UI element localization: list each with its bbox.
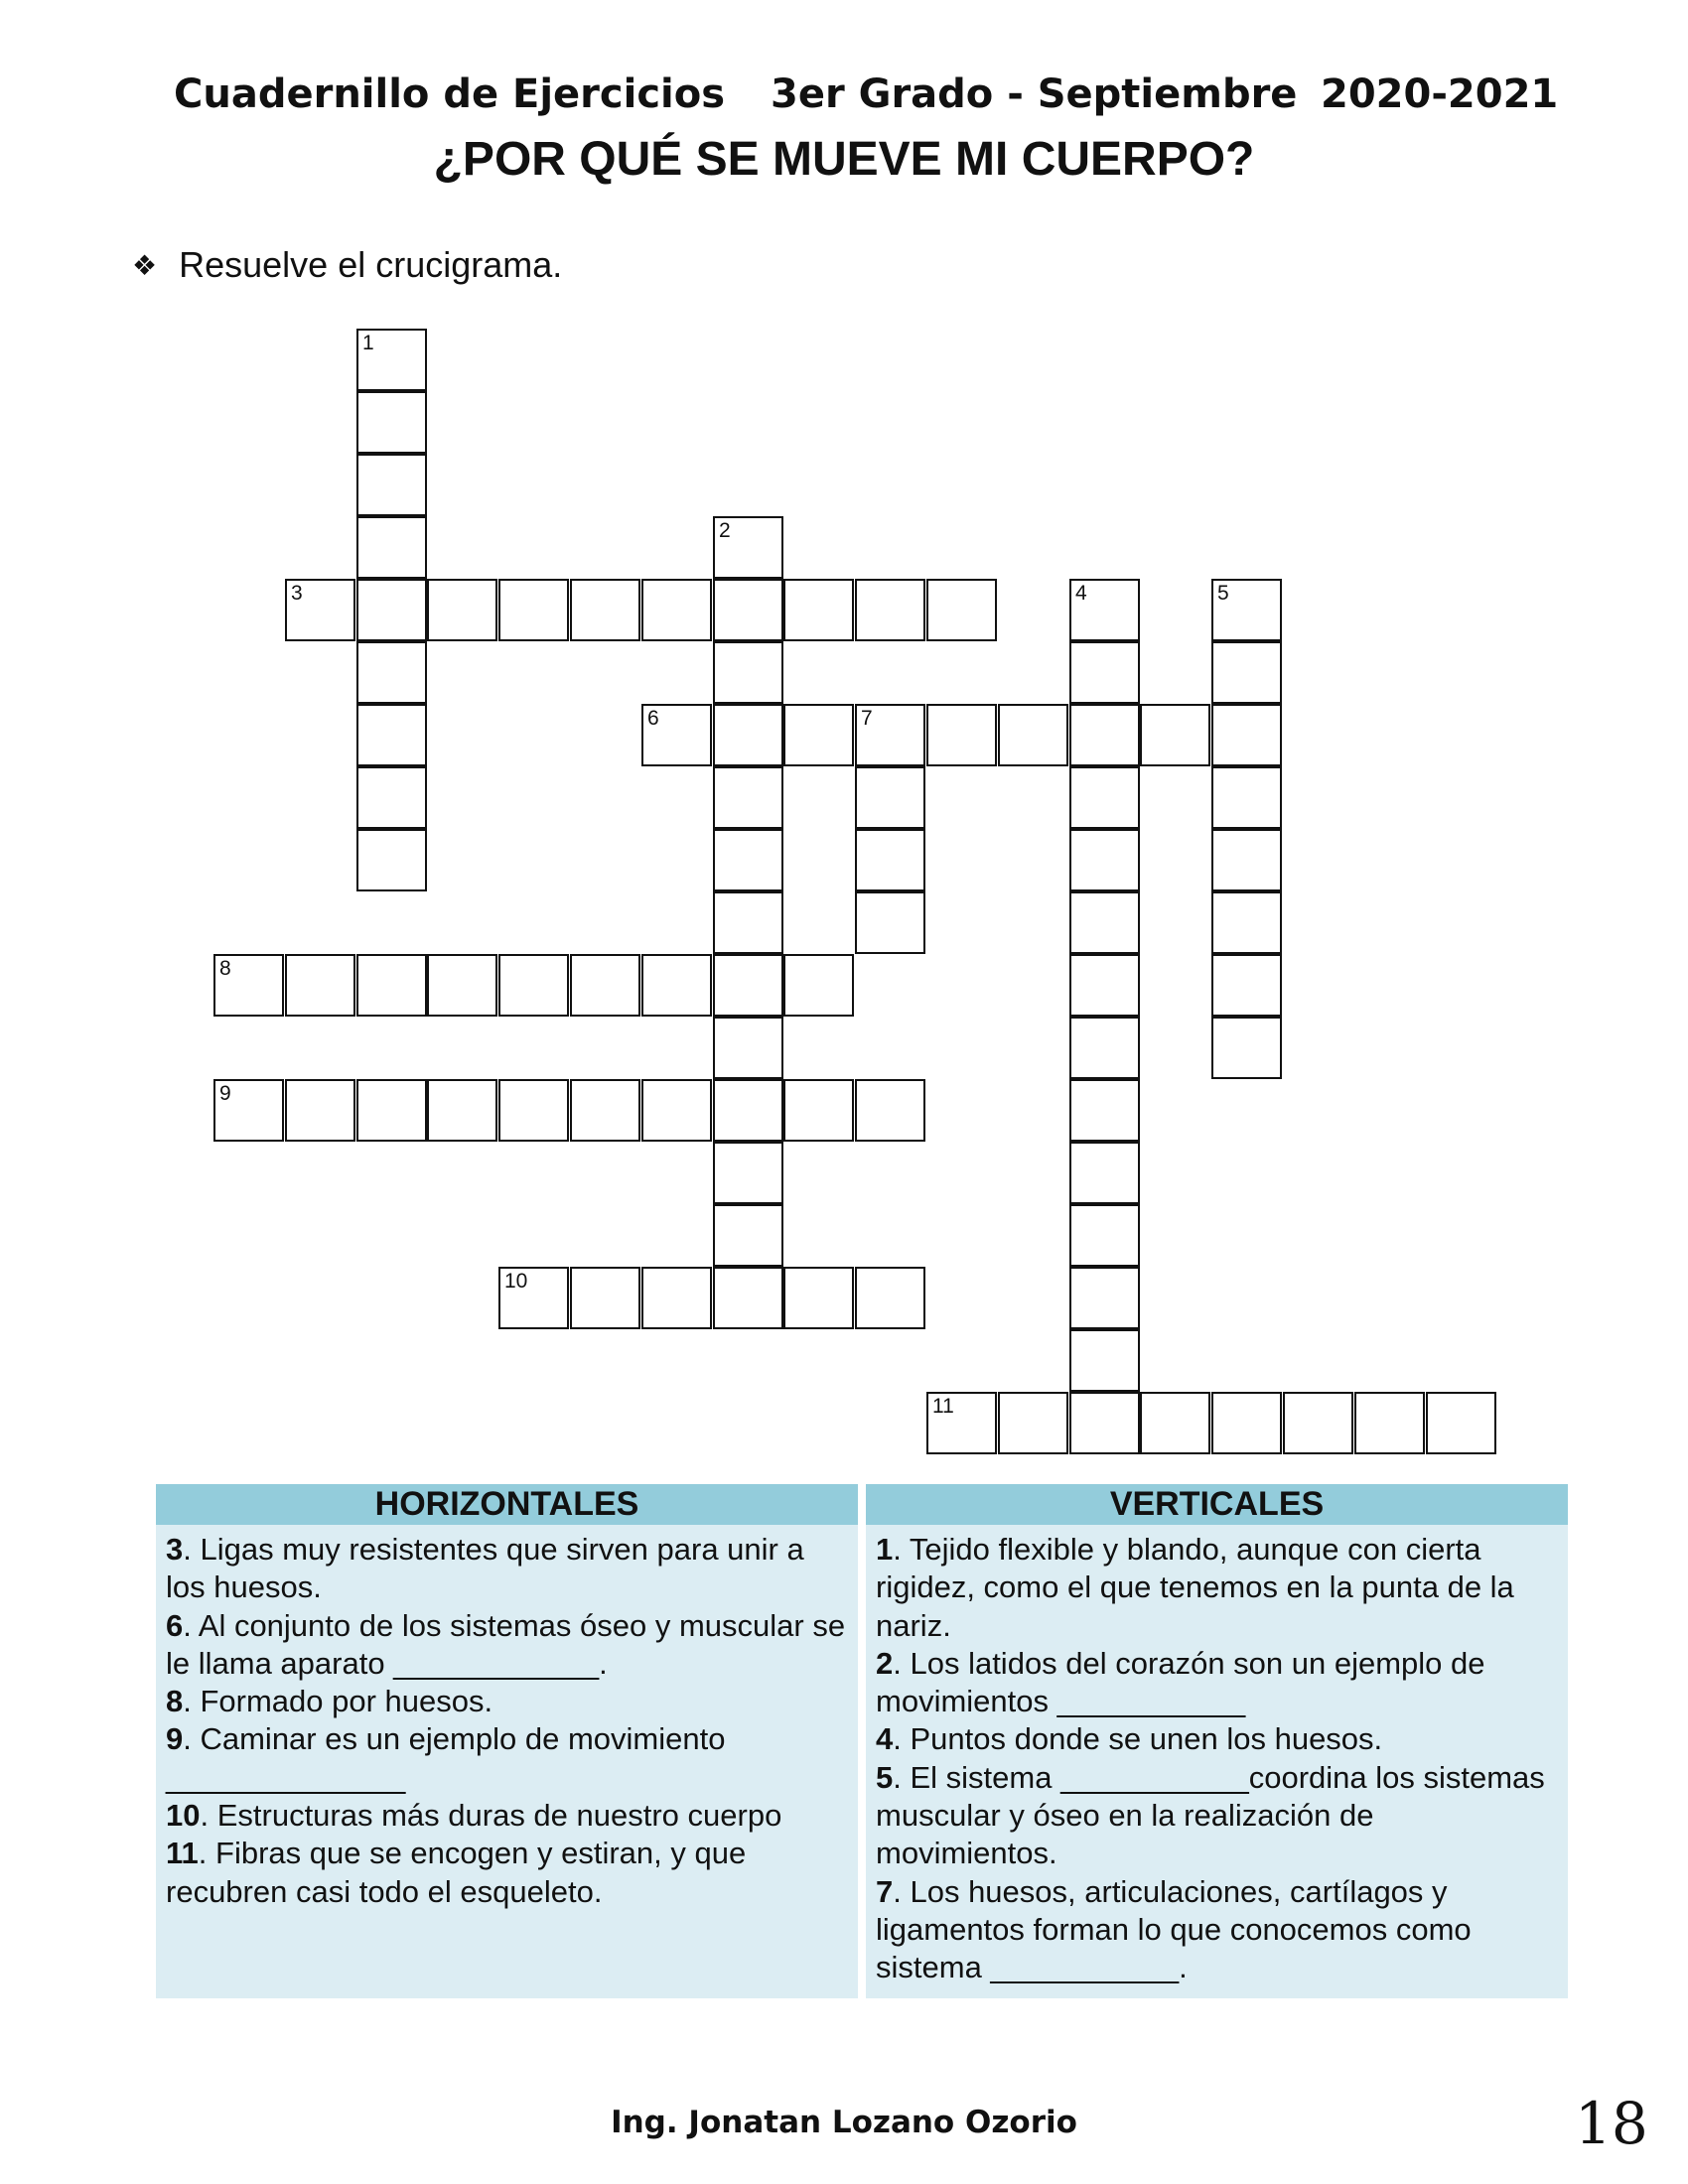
- crossword-cell[interactable]: [998, 704, 1068, 766]
- crossword-cell[interactable]: [1140, 704, 1210, 766]
- clue-number: 1: [876, 1532, 894, 1567]
- crossword-cell[interactable]: [1069, 1392, 1140, 1454]
- clue-item: [876, 1531, 1558, 1645]
- crossword-cell[interactable]: [356, 829, 427, 891]
- author-name: Ing. Jonatan Lozano Ozorio: [611, 2105, 1077, 2140]
- clue-item: [166, 1797, 848, 1835]
- clue-number-label: 5: [1217, 582, 1229, 605]
- crossword-cell[interactable]: [356, 766, 427, 829]
- crossword-cell[interactable]: [498, 1267, 569, 1329]
- crossword-cell[interactable]: [285, 954, 355, 1017]
- clue-number: 2: [876, 1645, 894, 1681]
- crossword-cell[interactable]: [570, 954, 640, 1017]
- clue-item: [876, 1759, 1558, 1873]
- vertical-clues-panel: [866, 1484, 1568, 1998]
- instruction-text: Resuelve el crucigrama.: [179, 244, 563, 285]
- clue-number: 3: [166, 1532, 184, 1567]
- crossword-cell[interactable]: [713, 954, 783, 1017]
- clue-number: 7: [876, 1873, 894, 1909]
- clue-number-label: 10: [504, 1270, 528, 1293]
- crossword-cell[interactable]: [713, 1204, 783, 1267]
- clue-text: . Ligas muy resistentes que sirven para unir a los huesos.: [166, 1532, 804, 1605]
- grade-label: 3er Grado - Septiembre: [771, 71, 1298, 117]
- crossword-cell[interactable]: [1069, 1329, 1140, 1392]
- crossword-cell[interactable]: [1211, 1017, 1282, 1079]
- clue-item: [876, 1873, 1558, 1987]
- crossword-cell[interactable]: [713, 1267, 783, 1329]
- clue-text: . El sistema ___________coordina los sistemas muscular y óseo en la realización de movimientos.: [876, 1759, 1545, 1871]
- vertical-clues-list: [866, 1525, 1568, 1987]
- crossword-cell[interactable]: [1069, 766, 1140, 829]
- crossword-cell[interactable]: [285, 1079, 355, 1142]
- clue-number-label: 7: [861, 707, 873, 730]
- crossword-cell[interactable]: [427, 954, 497, 1017]
- crossword-cell[interactable]: [1211, 641, 1282, 704]
- clue-number-label: 6: [647, 707, 659, 730]
- crossword-cell[interactable]: [855, 829, 925, 891]
- crossword-cell[interactable]: [1069, 954, 1140, 1017]
- crossword-cell[interactable]: [713, 1142, 783, 1204]
- clue-text: . Caminar es un ejemplo de movimiento ______________: [166, 1721, 726, 1795]
- crossword-cell[interactable]: [713, 829, 783, 891]
- crossword-cell[interactable]: [498, 954, 569, 1017]
- crossword-cell[interactable]: [1426, 1392, 1496, 1454]
- crossword-cell[interactable]: [356, 704, 427, 766]
- crossword-cell[interactable]: [1069, 1017, 1140, 1079]
- crossword-cell[interactable]: [713, 579, 783, 641]
- crossword-cell[interactable]: [1069, 641, 1140, 704]
- clue-text: . Al conjunto de los sistemas óseo y muscular se le llama aparato ____________.: [166, 1607, 846, 1681]
- crossword-cell[interactable]: [855, 1079, 925, 1142]
- clue-number-label: 9: [219, 1082, 231, 1105]
- crossword-cell[interactable]: [926, 1392, 997, 1454]
- clue-number: 5: [876, 1759, 894, 1795]
- crossword-cell[interactable]: [356, 579, 427, 641]
- crossword-cell[interactable]: [498, 579, 569, 641]
- clue-text: . Estructuras más duras de nuestro cuerpo: [200, 1798, 782, 1834]
- clue-text: . Puntos donde se unen los huesos.: [893, 1721, 1383, 1757]
- crossword-cell[interactable]: [1211, 579, 1282, 641]
- crossword-cell[interactable]: [1283, 1392, 1353, 1454]
- crossword-cell[interactable]: [855, 1267, 925, 1329]
- clue-item: [166, 1835, 848, 1911]
- clue-text: . Los latidos del corazón son un ejemplo de movimientos ___________: [876, 1645, 1485, 1719]
- crossword-cell[interactable]: [998, 1392, 1068, 1454]
- vertical-clues-heading: VERTICALES: [866, 1484, 1568, 1525]
- crossword-cell[interactable]: [356, 329, 427, 391]
- clue-number-label: 1: [362, 332, 374, 354]
- crossword-cell[interactable]: [783, 1267, 854, 1329]
- crossword-cell[interactable]: [855, 891, 925, 954]
- page-number: 18: [1575, 2090, 1648, 2157]
- crossword-cell[interactable]: [713, 1017, 783, 1079]
- clue-item: [166, 1683, 848, 1720]
- school-year-label: 2020-2021: [1321, 71, 1559, 117]
- crossword-cell[interactable]: [926, 579, 997, 641]
- clue-number: 11: [166, 1836, 199, 1871]
- crossword-cell[interactable]: [356, 391, 427, 454]
- clue-number-label: 3: [291, 582, 303, 605]
- clue-number: 4: [876, 1721, 894, 1757]
- clue-text: . Los huesos, articulaciones, cartílagos y ligamentos forman lo que conocemos como sistema ___________.: [876, 1873, 1472, 1985]
- crossword-cell[interactable]: [855, 766, 925, 829]
- crossword-cell[interactable]: [1069, 1079, 1140, 1142]
- crossword-cell[interactable]: [641, 579, 712, 641]
- clue-number: 9: [166, 1721, 184, 1757]
- crossword-cell[interactable]: [641, 1079, 712, 1142]
- crossword-cell[interactable]: [498, 1079, 569, 1142]
- crossword-cell[interactable]: [427, 1079, 497, 1142]
- crossword-cell[interactable]: [783, 704, 854, 766]
- crossword-cell[interactable]: [855, 579, 925, 641]
- horizontal-clues-panel: [156, 1484, 858, 1998]
- horizontal-clues-heading: HORIZONTALES: [156, 1484, 858, 1525]
- clue-number-label: 11: [932, 1395, 954, 1418]
- clue-number-label: 8: [219, 957, 231, 980]
- booklet-label: Cuadernillo de Ejercicios: [174, 71, 726, 117]
- clue-number: 8: [166, 1684, 184, 1719]
- clue-item: [876, 1645, 1558, 1721]
- crossword-cell[interactable]: [1069, 829, 1140, 891]
- crossword-cell[interactable]: [1354, 1392, 1425, 1454]
- crossword-cell[interactable]: [641, 954, 712, 1017]
- horizontal-clues-list: [156, 1525, 858, 1911]
- clue-item: [876, 1720, 1558, 1758]
- crossword-cell[interactable]: [783, 1079, 854, 1142]
- crossword-cell[interactable]: [1069, 704, 1140, 766]
- crossword-cell[interactable]: [713, 766, 783, 829]
- clue-text: . Tejido flexible y blando, aunque con cierta rigidez, como el que tenemos en la punta de la nariz.: [876, 1532, 1514, 1643]
- crossword-cell[interactable]: [1069, 1142, 1140, 1204]
- crossword-cell[interactable]: [570, 579, 640, 641]
- crossword-cell[interactable]: [1069, 1204, 1140, 1267]
- crossword-cell[interactable]: [356, 954, 427, 1017]
- crossword-cell[interactable]: [1211, 704, 1282, 766]
- clue-item: [166, 1720, 848, 1797]
- crossword-cell[interactable]: [1211, 891, 1282, 954]
- crossword-cell[interactable]: [356, 454, 427, 516]
- crossword-cell[interactable]: [213, 1079, 284, 1142]
- crossword-cell[interactable]: [713, 704, 783, 766]
- clue-item: [166, 1607, 848, 1684]
- crossword-cell[interactable]: [1069, 579, 1140, 641]
- clue-number-label: 4: [1075, 582, 1087, 605]
- crossword-cell[interactable]: [783, 579, 854, 641]
- crossword-cell[interactable]: [285, 579, 355, 641]
- crossword-cell[interactable]: [356, 516, 427, 579]
- crossword-cell[interactable]: [1211, 766, 1282, 829]
- diamond-bullet-icon: ❖: [132, 250, 158, 281]
- clue-text: . Fibras que se encogen y estiran, y que recubren casi todo el esqueleto.: [166, 1836, 747, 1909]
- crossword-cell[interactable]: [427, 579, 497, 641]
- crossword-cell[interactable]: [1211, 829, 1282, 891]
- crossword-cell[interactable]: [356, 1079, 427, 1142]
- crossword-cell[interactable]: [783, 954, 854, 1017]
- clue-text: . Formado por huesos.: [183, 1684, 493, 1719]
- crossword-cell[interactable]: [1140, 1392, 1210, 1454]
- crossword-cell[interactable]: [926, 704, 997, 766]
- crossword-cell[interactable]: [713, 516, 783, 579]
- crossword-cell[interactable]: [1069, 1267, 1140, 1329]
- crossword-cell[interactable]: [356, 641, 427, 704]
- clue-number: 10: [166, 1798, 201, 1834]
- crossword-cell[interactable]: [213, 954, 284, 1017]
- crossword-cell[interactable]: [641, 704, 712, 766]
- page-title: ¿POR QUÉ SE MUEVE MI CUERPO?: [433, 133, 1255, 186]
- crossword-cell[interactable]: [713, 641, 783, 704]
- clue-item: [166, 1531, 848, 1607]
- crossword-cell[interactable]: [570, 1267, 640, 1329]
- crossword-cell[interactable]: [1069, 891, 1140, 954]
- crossword-cell[interactable]: [713, 1079, 783, 1142]
- crossword-cell[interactable]: [1211, 1392, 1282, 1454]
- clue-number-label: 2: [719, 519, 731, 542]
- crossword-cell[interactable]: [855, 704, 925, 766]
- crossword-cell[interactable]: [713, 891, 783, 954]
- clue-number: 6: [166, 1607, 184, 1643]
- crossword-cell[interactable]: [1211, 954, 1282, 1017]
- crossword-cell[interactable]: [641, 1267, 712, 1329]
- crossword-cell[interactable]: [570, 1079, 640, 1142]
